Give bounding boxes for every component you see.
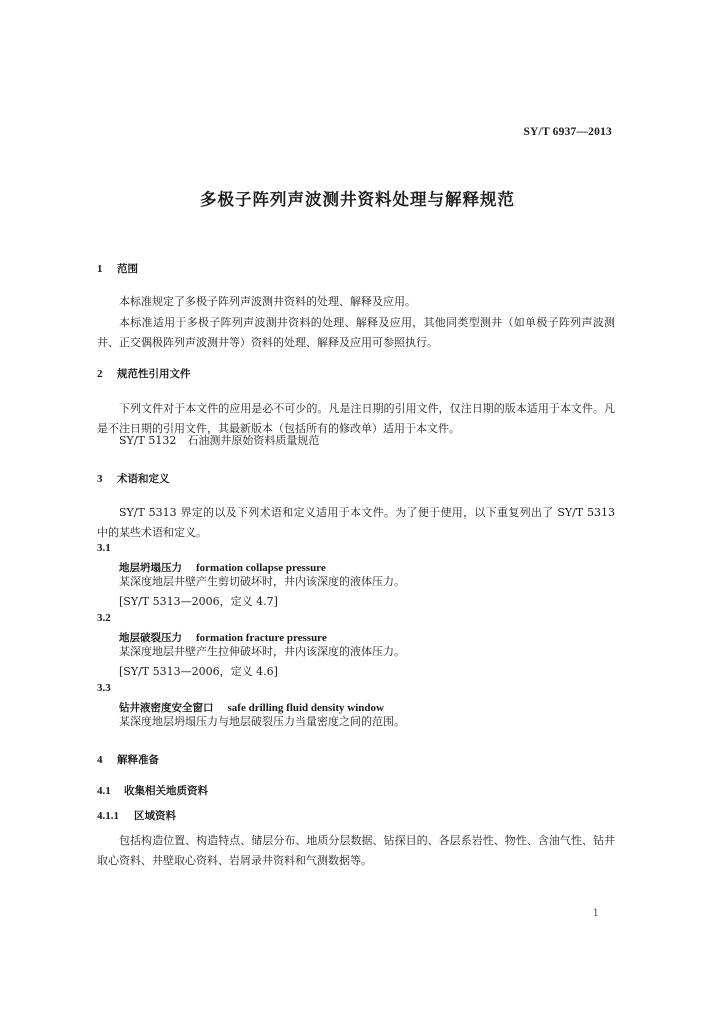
section-title: 术语和定义 (117, 473, 170, 485)
section-3-heading (97, 471, 170, 486)
section-number: 1 (97, 263, 103, 275)
section-1-paragraph-1: 本标准规定了多极子阵列声波测井资料的处理、解释及应用。 (119, 295, 416, 308)
subsection-title: 收集相关地质资料 (124, 785, 208, 797)
page-number: 1 (592, 908, 599, 919)
section-4-paragraph-1: 包括构造位置、构造特点、储层分布、地质分层数据、钻探目的、各层系岩性、物性、含油气性、钻井取心资料、井壁取心资料、岩屑录井资料和气测数据等。 (97, 834, 615, 867)
section-1-heading (97, 261, 138, 276)
section-title: 范围 (117, 263, 138, 275)
term-english: safe drilling fluid density window (227, 702, 384, 714)
term-english: formation fracture pressure (196, 632, 327, 644)
section-number: 3 (97, 473, 103, 485)
term-source: [SY/T 5313—2006，定义 4.7] (119, 595, 278, 608)
term-source: [SY/T 5313—2006，定义 4.6] (119, 665, 278, 678)
term-definition: 某深度地层井壁产生剪切破坏时，井内该深度的液体压力。 (119, 575, 405, 588)
subsection-number: 4.1 (97, 785, 111, 797)
term-definition: 某深度地层坍塌压力与地层破裂压力当量密度之间的范围。 (119, 715, 405, 728)
term-chinese: 钻井液密度安全窗口 (119, 702, 214, 714)
section-1-paragraph-2: 本标准适用于多极子阵列声波测井资料的处理、解释及应用，其他同类型测井（如单极子阵列声波测井、正交偶极阵列声波测井等）资料的处理、解释及应用可参照执行。 (97, 316, 615, 349)
subsection-4-1-1-heading (97, 808, 176, 823)
term-number: 3.3 (97, 682, 111, 694)
section-number: 4 (97, 754, 103, 766)
term-chinese: 地层破裂压力 (119, 632, 182, 644)
document-title: 多极子阵列声波测井资料处理与解释规范 (200, 190, 515, 209)
term-definition: 某深度地层井壁产生拉伸破坏时，井内该深度的液体压力。 (119, 645, 405, 658)
section-2-heading (97, 366, 191, 381)
section-number: 2 (97, 368, 103, 380)
section-title: 解释准备 (117, 754, 159, 766)
term-english: formation collapse pressure (196, 562, 326, 574)
term-chinese: 地层坍塌压力 (119, 562, 182, 574)
section-4-heading (97, 752, 159, 767)
section-3-paragraph-1: SY/T 5313 界定的以及下列术语和定义适用于本文件。为了便于使用，以下重复列出了 SY/T 5313 中的某些术语和定义。 (97, 506, 615, 539)
normative-reference: SY/T 5132 石油测井原始资料质量规范 (119, 434, 320, 447)
section-2-paragraph-1: 下列文件对于本文件的应用是必不可少的。凡是注日期的引用文件，仅注日期的版本适用于本文件。凡是不注日期的引用文件，其最新版本（包括所有的修改单）适用于本文件。 (97, 402, 615, 435)
standard-code: SY/T 6937—2013 (523, 126, 612, 138)
subsection-title: 区域资料 (134, 810, 176, 822)
section-title: 规范性引用文件 (117, 368, 191, 380)
term-number: 3.2 (97, 612, 111, 624)
subsection-number: 4.1.1 (97, 810, 119, 822)
subsection-4-1-heading (97, 783, 208, 798)
term-number: 3.1 (97, 542, 111, 554)
